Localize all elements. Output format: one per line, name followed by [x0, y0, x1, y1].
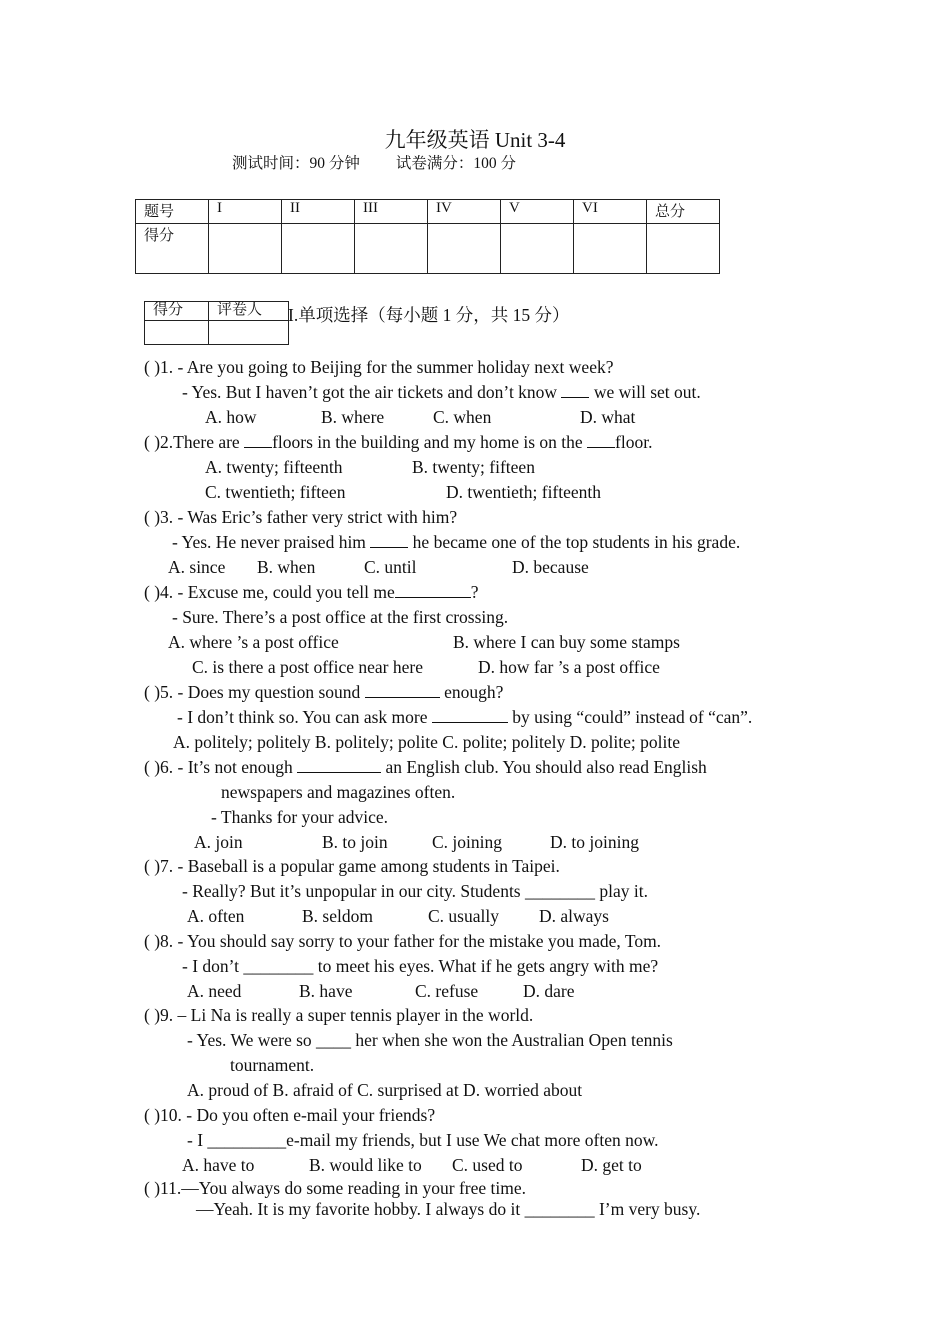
options-line: A. politely; politely B. politely; polite C. polite; politely D. polite; polite	[173, 732, 680, 752]
score-cell	[647, 224, 720, 274]
score-header-cell: II	[282, 200, 355, 224]
question-text: - Yes. But I haven’t got the air tickets and don’t know	[182, 382, 562, 402]
option: C. refuse	[415, 981, 479, 1001]
score-table-score-row	[136, 224, 720, 274]
option: B. when	[257, 557, 316, 577]
section-title: I.单项选择（每小题 1 分，共 15 分）	[288, 305, 570, 325]
question-stem	[144, 432, 652, 453]
option: B. have	[299, 981, 353, 1001]
question-stem: ( )3. - Was Eric’s father very strict with him?	[144, 507, 458, 527]
score-header-cell: V	[501, 200, 574, 224]
answer-blank	[297, 757, 381, 773]
answer-blank	[244, 432, 272, 448]
question-text: ?	[470, 582, 479, 602]
page-title: 九年级英语 Unit 3-4	[384, 128, 566, 152]
question-stem: ( )11.—You always do some reading in your free time.	[144, 1178, 527, 1198]
option: C. until	[364, 557, 417, 577]
option: C. used to	[452, 1155, 523, 1175]
grader-score-cell	[145, 321, 209, 345]
option: A. often	[187, 906, 245, 926]
answer-blank	[561, 382, 589, 398]
question-line: tournament.	[230, 1055, 315, 1075]
score-cell	[282, 224, 355, 274]
grader-name-label: 评卷人	[209, 302, 289, 321]
option: A. join	[194, 832, 243, 852]
question-line: —Yeah. It is my favorite hobby. I always do it ________ I’m very busy.	[196, 1199, 701, 1219]
option: C. is there a post office near here	[192, 657, 423, 677]
option: D. because	[512, 557, 589, 577]
question-line: - Thanks for your advice.	[211, 807, 389, 827]
score-cell	[209, 224, 282, 274]
score-header-cell: IV	[428, 200, 501, 224]
score-row-label: 得分	[136, 224, 209, 274]
score-header-cell: 总分	[647, 200, 720, 224]
option: C. joining	[432, 832, 503, 852]
question-text: - Yes. He never praised him	[172, 532, 371, 552]
question-stem: ( )10. - Do you often e-mail your friends?	[144, 1105, 436, 1125]
option: B. twenty; fifteen	[412, 457, 535, 477]
score-cell	[355, 224, 428, 274]
option: B. would like to	[309, 1155, 422, 1175]
question-line: - Really? But it’s unpopular in our city. Students ________ play it.	[182, 881, 648, 901]
option: D. to joining	[550, 832, 639, 852]
grader-score-label: 得分	[145, 302, 209, 321]
test-time: 测试时间：90 分钟	[232, 155, 360, 172]
option: D. dare	[523, 981, 575, 1001]
option: D. what	[580, 407, 636, 427]
question-line	[172, 532, 740, 553]
question-stem	[144, 682, 503, 703]
answer-blank	[370, 532, 408, 548]
question-stem: ( )9. – Li Na is really a super tennis player in the world.	[144, 1005, 534, 1025]
option: B. where I can buy some stamps	[453, 632, 680, 652]
grader-box-header-row	[145, 302, 289, 321]
option: D. get to	[581, 1155, 642, 1175]
option: D. twentieth; fifteenth	[446, 482, 602, 502]
question-stem: ( )7. - Baseball is a popular game among students in Taipei.	[144, 856, 560, 876]
question-text: by using “could” instead of “can”.	[507, 707, 753, 727]
option: A. how	[205, 407, 257, 427]
question-line: newspapers and magazines often.	[221, 782, 456, 802]
option: A. twenty; fifteenth	[205, 457, 343, 477]
score-cell	[428, 224, 501, 274]
option: C. usually	[428, 906, 499, 926]
option: C. twentieth; fifteen	[205, 482, 346, 502]
option: B. where	[321, 407, 385, 427]
option: D. always	[539, 906, 609, 926]
option: D. how far ’s a post office	[478, 657, 660, 677]
grader-box-entry-row	[145, 321, 289, 345]
question-text: ( )4. - Excuse me, could you tell me	[144, 582, 395, 602]
score-cell	[501, 224, 574, 274]
option: B. to join	[322, 832, 388, 852]
question-stem	[144, 582, 479, 603]
question-stem: ( )8. - You should say sorry to your father for the mistake you made, Tom.	[144, 931, 662, 951]
question-text: floor.	[615, 432, 653, 452]
option: A. have to	[182, 1155, 255, 1175]
score-header-cell: 题号	[136, 200, 209, 224]
question-text: ( )2.There are	[144, 432, 245, 452]
full-score: 试卷满分：100 分	[395, 155, 517, 172]
score-header-cell: III	[355, 200, 428, 224]
score-header-cell: VI	[574, 200, 647, 224]
question-text: we will set out.	[589, 382, 701, 402]
question-text: ( )5. - Does my question sound	[144, 682, 365, 702]
question-text: ( )6. - It’s not enough	[144, 757, 298, 777]
question-line: - Sure. There’s a post office at the first crossing.	[172, 607, 509, 627]
grader-name-cell	[209, 321, 289, 345]
score-table	[135, 199, 720, 274]
answer-blank	[587, 432, 615, 448]
question-line: - I _________e-mail my friends, but I use We chat more often now.	[187, 1130, 659, 1150]
option: A. need	[187, 981, 242, 1001]
option: C. when	[433, 407, 492, 427]
question-line	[177, 707, 752, 728]
answer-blank	[365, 682, 440, 698]
options-line: A. proud of B. afraid of C. surprised at D. worried about	[187, 1080, 583, 1100]
question-line: - Yes. We were so ____ her when she won the Australian Open tennis	[187, 1030, 673, 1050]
question-text: - I don’t think so. You can ask more	[177, 707, 432, 727]
option: A. since	[168, 557, 226, 577]
score-header-cell: I	[209, 200, 282, 224]
exam-info	[232, 151, 516, 173]
question-text: floors in the building and my home is on the	[272, 432, 588, 452]
question-text: he became one of the top students in his grade.	[408, 532, 741, 552]
question-line: - I don’t ________ to meet his eyes. What if he gets angry with me?	[182, 956, 659, 976]
question-stem: ( )1. - Are you going to Beijing for the summer holiday next week?	[144, 357, 614, 377]
question-text: an English club. You should also read English	[381, 757, 707, 777]
option: B. seldom	[302, 906, 373, 926]
question-line	[182, 382, 701, 403]
question-stem	[144, 757, 707, 778]
question-text: enough?	[439, 682, 504, 702]
score-cell	[574, 224, 647, 274]
option: A. where ’s a post office	[168, 632, 339, 652]
score-table-header-row	[136, 200, 720, 224]
answer-blank	[432, 707, 508, 723]
answer-blank	[395, 582, 471, 598]
grader-box	[144, 301, 289, 345]
